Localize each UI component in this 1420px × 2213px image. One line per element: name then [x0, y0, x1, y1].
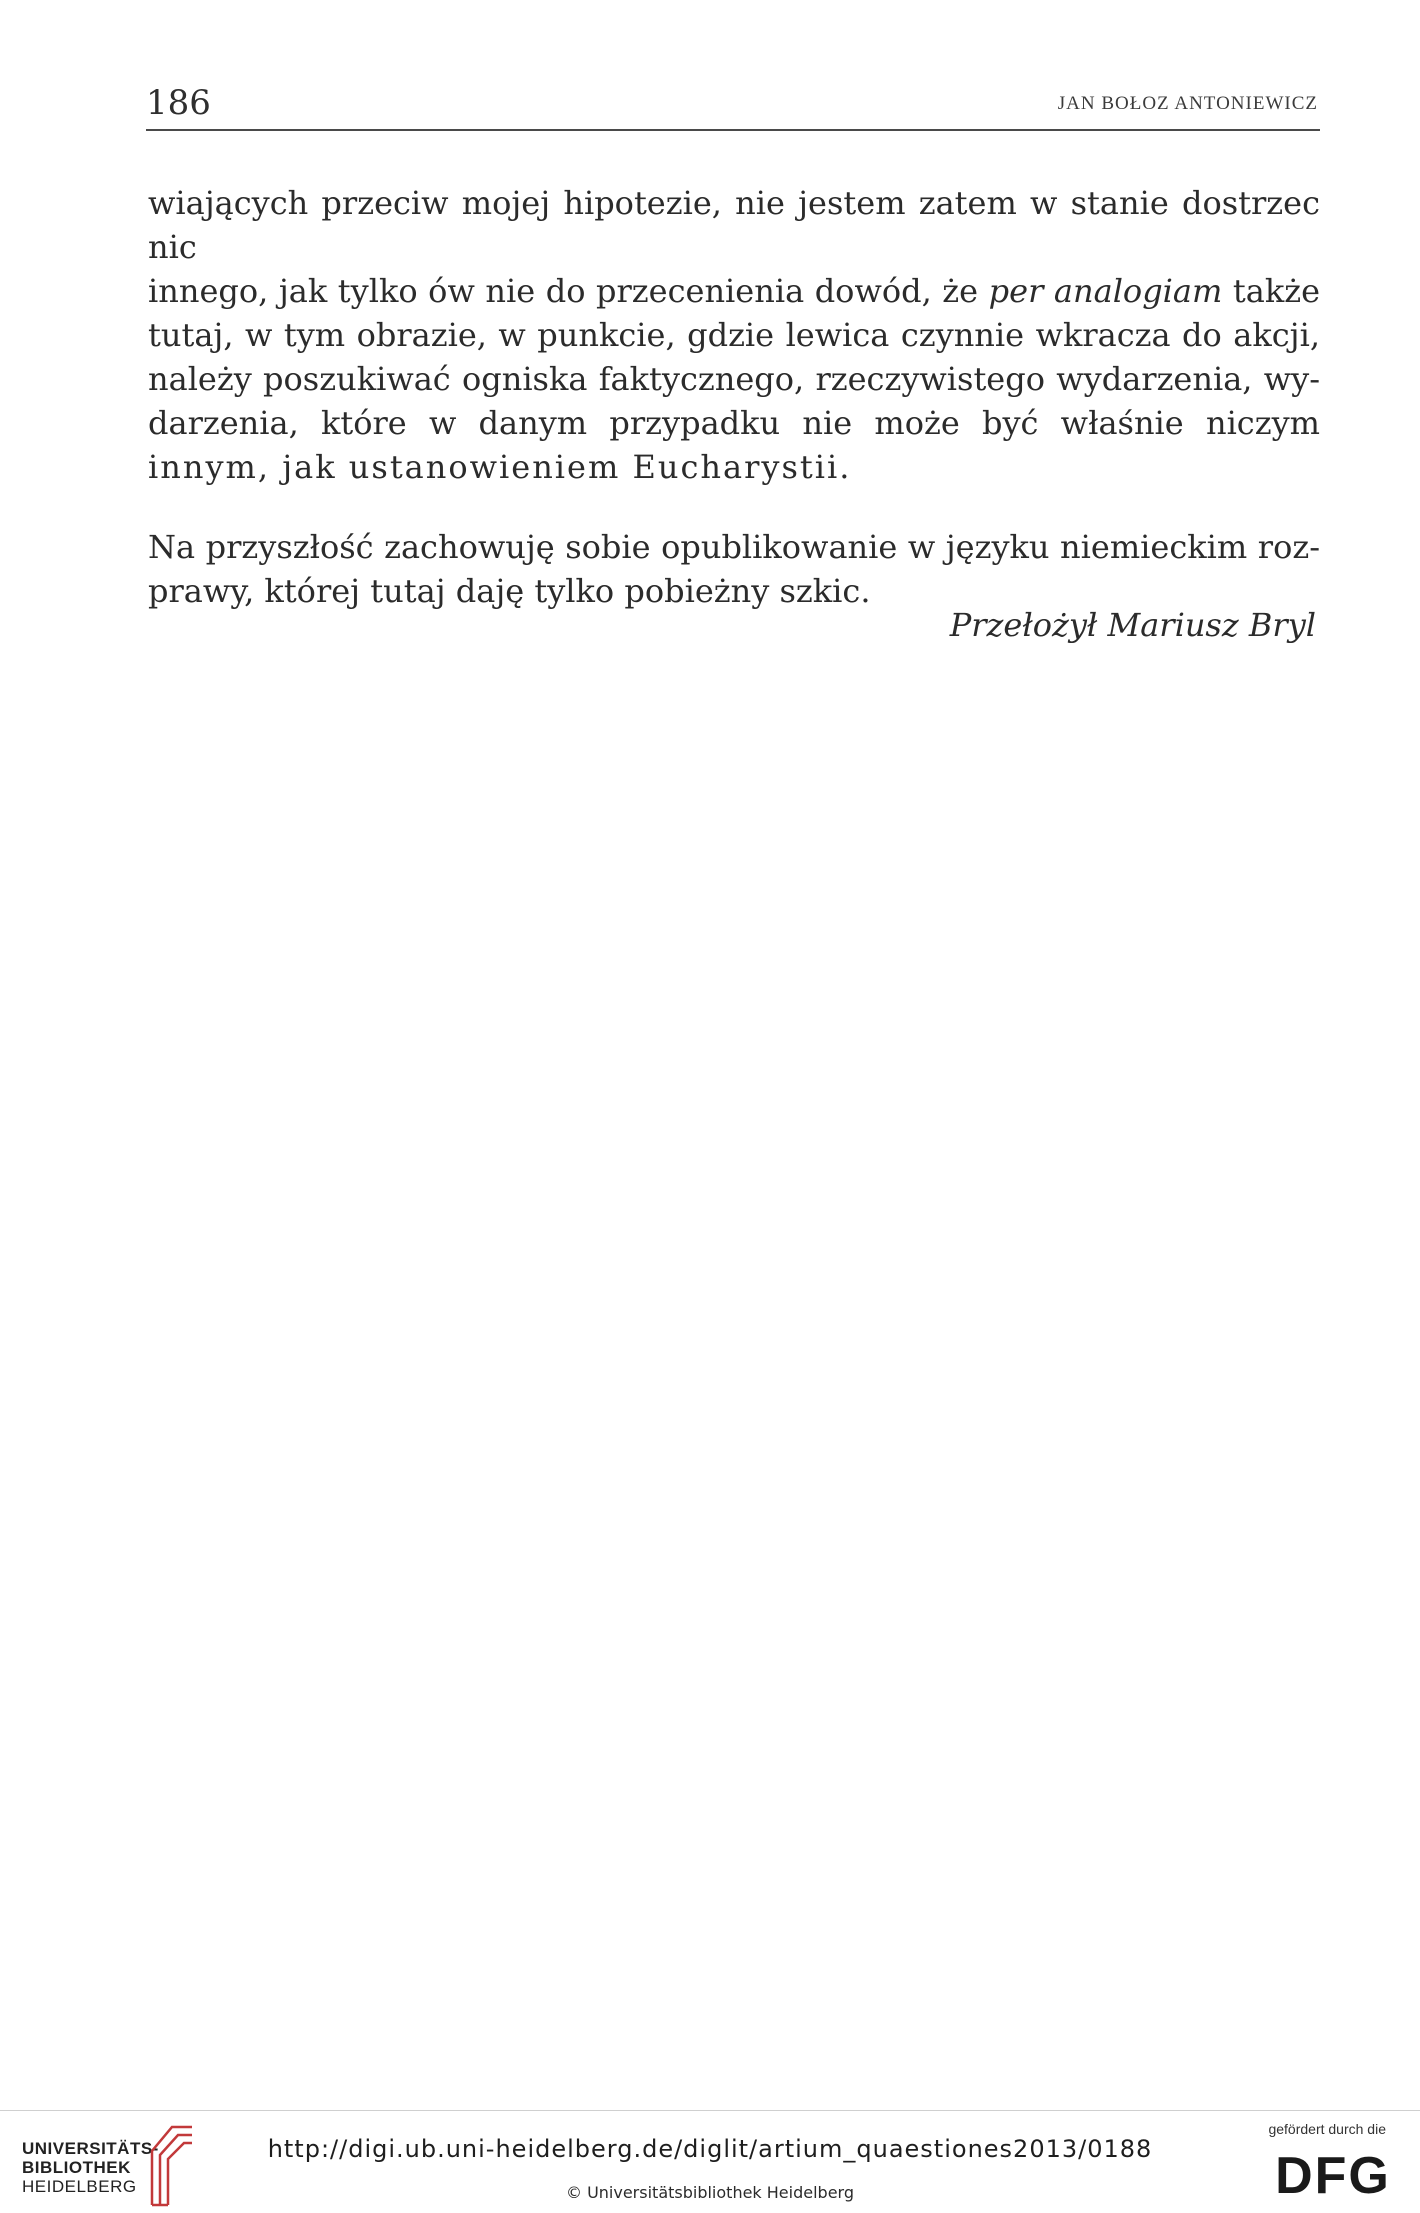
text-line: darzenia, które w danym przypadku nie może być właśnie niczym [148, 404, 1320, 442]
digitization-footer [0, 2110, 1420, 2213]
copyright-notice: © Universitätsbibliothek Heidelberg [565, 2183, 854, 2202]
text-segment: innego, jak tylko ów nie do przecenienia dowód, że [148, 272, 989, 310]
text-line [148, 269, 1320, 313]
document-url-link[interactable]: http://digi.ub.uni-heidelberg.de/diglit/artium_quaestiones2013/0188 [267, 2135, 1153, 2163]
text-line: wiających przeciw mojej hipotezie, nie jestem zatem w stanie dostrzec nic [148, 184, 1320, 266]
body-text [148, 181, 1320, 649]
funded-by-label: gefördert durch die [1268, 2121, 1386, 2137]
library-name-line: BIBLIOTHEK [22, 2158, 131, 2177]
text-line: należy poszukiwać ogniska faktycznego, rzeczywistego wydarzenia, wy- [148, 360, 1320, 398]
text-line: tutaj, w tym obrazie, w punkcie, gdzie lewica czynnie wkracza do akcji, [148, 316, 1320, 354]
paragraph-1 [148, 181, 1320, 489]
library-name-line: HEIDELBERG [22, 2177, 137, 2196]
dfg-logo-text: DFG [1275, 2147, 1391, 2201]
paragraph-2 [148, 525, 1320, 613]
running-head: JAN BOŁOZ ANTONIEWICZ [1057, 93, 1318, 114]
text-line: Na przyszłość zachowuję sobie opublikowanie w języku niemieckim roz- [148, 528, 1320, 566]
dfg-logo-icon [1268, 2145, 1398, 2201]
text-line: prawy, której tutaj daję tylko pobieżny szkic. [148, 572, 871, 610]
text-segment: także [1222, 272, 1321, 310]
italic-phrase: per analogiam [988, 272, 1223, 310]
text-line: innym, jak ustanowieniem Eucharystii. [148, 448, 852, 486]
translator-credit: Przełożył Mariusz Bryl [949, 606, 1316, 644]
page-number: 186 [146, 83, 211, 123]
page-header [146, 83, 1320, 131]
library-name-line: UNIVERSITÄTS- [22, 2139, 159, 2158]
